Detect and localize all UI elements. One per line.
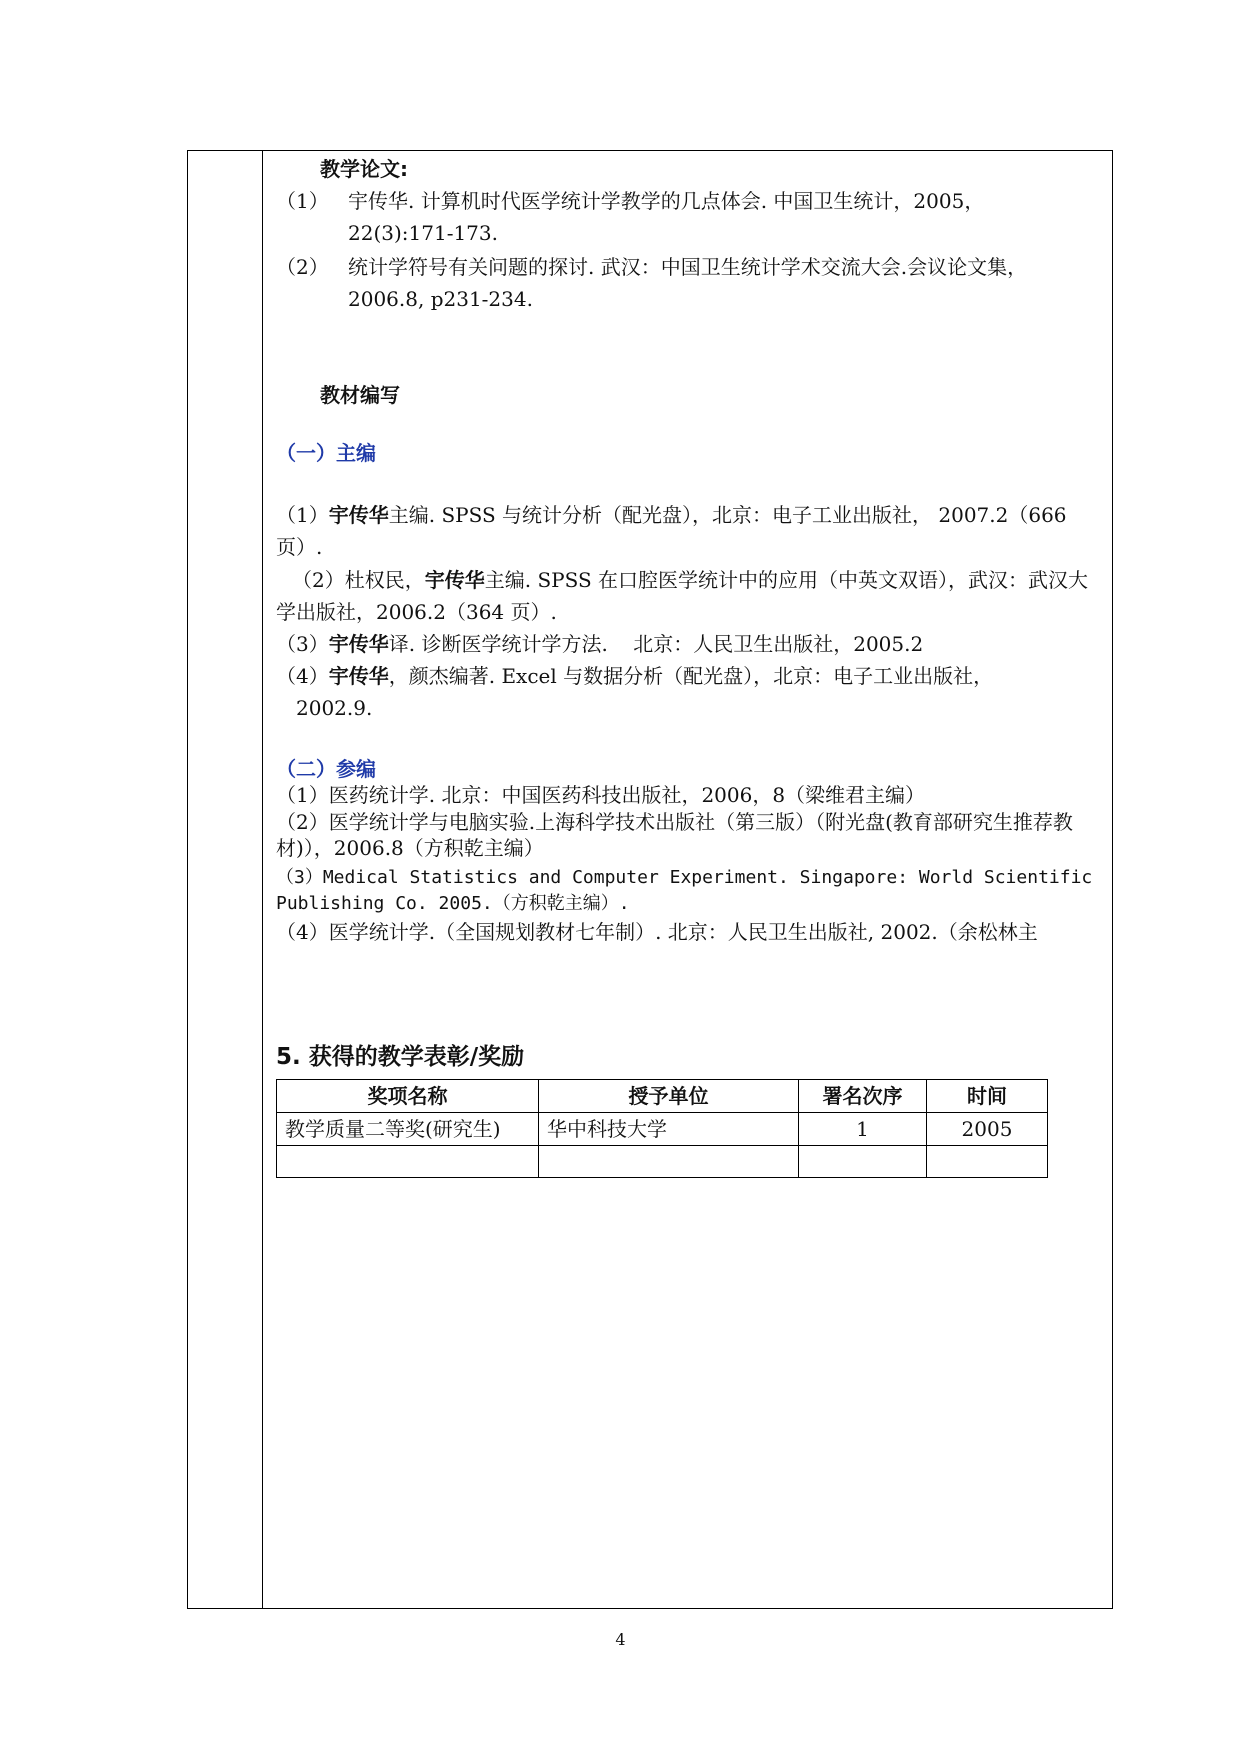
- participant-item-4: （4）医学统计学.（全国规划教材七年制）. 北京：人民卫生出版社, 2002.（余松林主: [276, 920, 1038, 944]
- rank-cell: [799, 1146, 927, 1178]
- chief-item-1: [276, 499, 1102, 563]
- chief-item-prefix: （4）: [276, 664, 329, 688]
- paper-item-line1: 统计学符号有关问题的探讨. 武汉：中国卫生统计学术交流大会.会议论文集，: [348, 255, 1028, 279]
- participant-item-3: （3）Medical Statistics and Computer Experiment. Singapore: World Scientific Publishing Co. 2005.（方积乾主编）.: [276, 867, 1093, 914]
- chief-item-3: [276, 628, 923, 660]
- content-cell: [276, 151, 1112, 1608]
- chief-item-text: 主编. SPSS 与统计分析（配光盘），北京：电子工业出版社， 2007.2（666页）.: [276, 503, 1067, 559]
- chief-editor-heading: （一）主编: [276, 441, 376, 465]
- paper-item-1: [276, 185, 984, 217]
- awards-header-row: [277, 1080, 1048, 1113]
- paper-item-line1: 宇传华. 计算机时代医学统计学教学的几点体会. 中国卫生统计，2005，: [348, 189, 985, 213]
- chief-item-prefix: （3）: [276, 632, 329, 656]
- page-frame: [187, 150, 1113, 1609]
- awards-table: [276, 1079, 1048, 1178]
- award-name-cell: [277, 1146, 539, 1178]
- chief-item-author: 宇传华: [328, 664, 389, 688]
- chief-item-author: 宇传华: [328, 503, 389, 527]
- chief-item-4: [276, 660, 993, 692]
- time-cell: 2005: [927, 1113, 1048, 1146]
- paper-item-1-cont: 22(3):171-173.: [348, 221, 498, 245]
- chief-item-author: 宇传华: [328, 632, 389, 656]
- chief-item-text: 主编. SPSS 在口腔医学统计中的应用（中英文双语），武汉：武汉大学出版社，2006.2（364 页）.: [276, 568, 1089, 624]
- awards-section-heading: 5. 获得的教学表彰/奖励: [276, 1044, 525, 1070]
- chief-item-prefix: （1）: [276, 503, 329, 527]
- paper-item-2: [276, 251, 1027, 283]
- teaching-papers-heading: 教学论文:: [320, 157, 408, 181]
- chief-item-2: [276, 564, 1102, 628]
- column-header-award-name: 奖项名称: [277, 1080, 539, 1113]
- table-row: [277, 1146, 1048, 1178]
- rank-cell: 1: [799, 1113, 927, 1146]
- participant-item-2: （2）医学统计学与电脑实验.上海科学技术出版社（第三版）（附光盘(教育部研究生推荐教材)），2006.8（方积乾主编）: [276, 810, 1073, 860]
- participant-heading: （二）参编: [276, 757, 376, 781]
- award-name-cell: 教学质量二等奖(研究生): [277, 1113, 539, 1146]
- chief-item-text: 译. 诊断医学统计学方法. 北京：人民卫生出版社，2005.2: [388, 632, 924, 656]
- granting-unit-cell: 华中科技大学: [539, 1113, 799, 1146]
- page-number: 4: [615, 1630, 626, 1649]
- column-header-granting-unit: 授予单位: [539, 1080, 799, 1113]
- chief-item-text: ，颜杰编著. Excel 与数据分析（配光盘），北京：电子工业出版社，: [388, 664, 994, 688]
- column-header-rank: 署名次序: [799, 1080, 927, 1113]
- chief-item-prefix: （2）杜权民，: [292, 568, 425, 592]
- paper-item-num: （2）: [276, 255, 329, 279]
- paper-item-num: （1）: [276, 189, 329, 213]
- column-header-time: 时间: [927, 1080, 1048, 1113]
- granting-unit-cell: [539, 1146, 799, 1178]
- paper-item-2-cont: 2006.8, p231-234.: [348, 287, 533, 311]
- frame-divider: [262, 151, 263, 1608]
- table-row: [277, 1113, 1048, 1146]
- time-cell: [927, 1146, 1048, 1178]
- textbooks-heading: 教材编写: [320, 383, 400, 407]
- chief-item-author: 宇传华: [424, 568, 485, 592]
- chief-item-4-cont: 2002.9.: [296, 696, 373, 720]
- participant-item-1: （1）医药统计学. 北京：中国医药科技出版社，2006，8（梁维君主编）: [276, 783, 926, 807]
